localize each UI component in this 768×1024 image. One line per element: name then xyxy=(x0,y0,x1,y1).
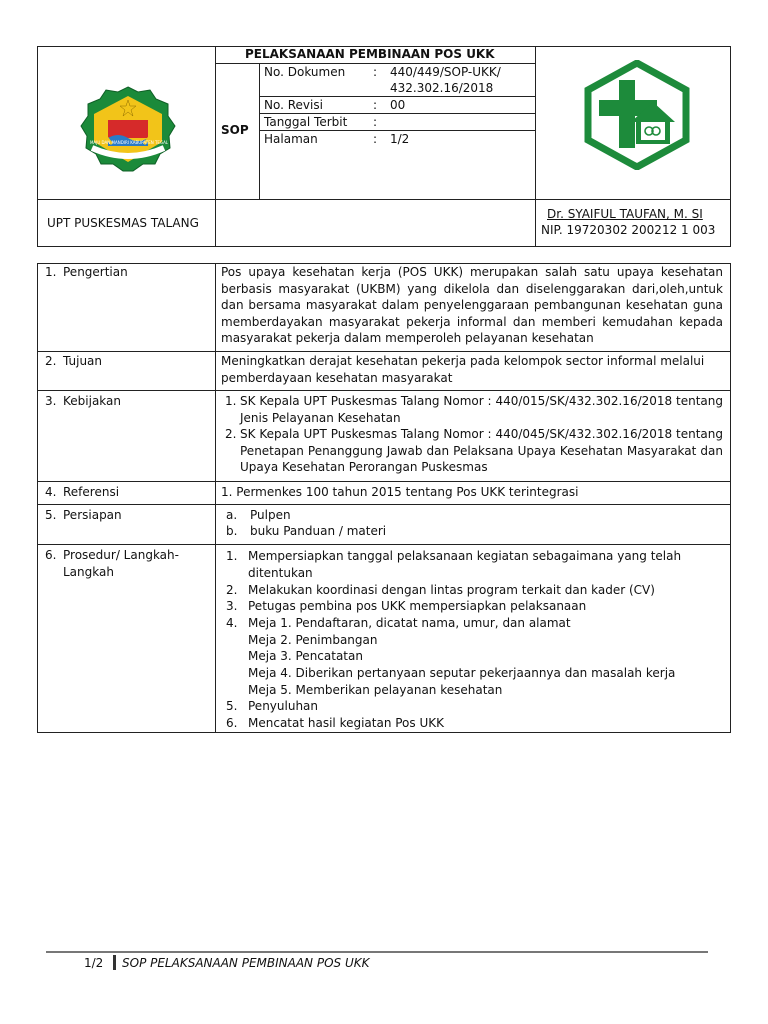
step-line: Petugas pembina pos UKK mempersiapkan pelaksanaan xyxy=(248,599,587,613)
step-line: Meja 4. Diberikan pertanyaan seputar pekerjaannya dan masalah kerja xyxy=(248,666,676,680)
unit-name: UPT PUSKESMAS TALANG xyxy=(47,216,199,230)
section-number: 4. xyxy=(45,485,57,499)
kabupaten-logo xyxy=(78,84,178,174)
signer-nip: NIP. 19720302 200212 1 003 xyxy=(541,223,716,237)
section-title-cont: Langkah xyxy=(63,565,114,579)
meta-value: 1/2 xyxy=(390,132,410,146)
meta-separator: : xyxy=(373,98,378,112)
step-line: Mencatat hasil kegiatan Pos UKK xyxy=(248,716,444,730)
policy-item: SK Kepala UPT Puskesmas Talang Nomor : 440/045/SK/432.302.16/2018 tentang Penetapan Penanggung Jawab dan Pelaksana Upaya Kesehatan Masyarakat dan Upaya Kesehatan Perorangan Puskesmas xyxy=(240,427,723,474)
section-number: 5. xyxy=(45,508,57,522)
section-number: 6. xyxy=(45,548,57,562)
section-title: Persiapan xyxy=(63,508,122,522)
section-title: Pengertian xyxy=(63,265,128,279)
document-title: PELAKSANAAN PEMBINAAN POS UKK xyxy=(245,47,495,61)
step-marker: 5. xyxy=(226,699,238,713)
list-marker: 1. xyxy=(225,394,237,408)
step-marker: 1. xyxy=(226,549,238,563)
meta-separator: : xyxy=(373,115,378,129)
meta-value: 440/449/SOP-UKK/ xyxy=(390,65,501,79)
section-number: 2. xyxy=(45,354,57,368)
kabupaten-logo-caption: MAJU DAN MANDIRI KABUPATEN TEGAL xyxy=(89,140,169,145)
step-line: Meja 1. Pendaftaran, dicatat nama, umur, dan alamat xyxy=(248,616,571,630)
step-line: Penyuluhan xyxy=(248,699,319,713)
step-line: Melakukan koordinasi dengan lintas program terkait dan kader (CV) xyxy=(248,583,655,597)
section-text: 1. Permenkes 100 tahun 2015 tentang Pos UKK terintegrasi xyxy=(221,485,579,499)
list-item: Pulpen xyxy=(250,508,291,522)
section-title: Prosedur/ Langkah- xyxy=(63,548,179,562)
step-line: ditentukan xyxy=(248,566,313,580)
meta-separator: : xyxy=(373,65,378,79)
section-number: 1. xyxy=(45,265,57,279)
step-marker: 3. xyxy=(226,599,238,613)
meta-separator: : xyxy=(373,132,378,146)
step-line: Meja 2. Penimbangan xyxy=(248,633,378,647)
step-line: Meja 3. Pencatatan xyxy=(248,649,363,663)
step-line: Mempersiapkan tanggal pelaksanaan kegiatan sebagaimana yang telah xyxy=(248,549,682,563)
section-text: Pos upaya kesehatan kerja (POS UKK) merupakan salah satu upaya kesehatan berbasis masyarakat (UKBM) yang dikelola dan diselenggarakan dari,oleh,untuk dan bersama masyarakat dalam penyelenggaraan pembangunan kesehatan guna memberdayakan masyarakat pekerja informal dan memberi kemudahan kepada masyarakat pekerja dalam memperoleh pelayanan kesehatan xyxy=(221,265,723,345)
section-text: Meningkatkan derajat kesehatan pekerja pada kelompok sector informal melalui pemberdayaan kesehatan masyarakat xyxy=(221,354,705,385)
meta-label: No. Dokumen xyxy=(264,65,346,79)
step-marker: 2. xyxy=(226,583,238,597)
list-marker: a. xyxy=(226,508,238,522)
meta-value: 432.302.16/2018 xyxy=(390,81,494,95)
list-item: buku Panduan / materi xyxy=(250,524,387,538)
step-marker: 6. xyxy=(226,716,238,730)
puskesmas-logo xyxy=(583,60,691,170)
meta-label: No. Revisi xyxy=(264,98,323,112)
section-title: Kebijakan xyxy=(63,394,121,408)
footer-title: SOP PELAKSANAAN PEMBINAAN POS UKK xyxy=(122,956,370,970)
footer-page: 1/2 xyxy=(84,956,104,970)
meta-value: 00 xyxy=(390,98,406,112)
sop-label: SOP xyxy=(221,123,249,137)
list-marker: 2. xyxy=(225,427,237,441)
section-title: Referensi xyxy=(63,485,120,499)
meta-label: Tanggal Terbit xyxy=(264,115,348,129)
section-number: 3. xyxy=(45,394,57,408)
list-marker: b. xyxy=(226,524,238,538)
step-marker: 4. xyxy=(226,616,238,630)
signer-name: Dr. SYAIFUL TAUFAN, M. SI xyxy=(547,207,703,221)
step-line: Meja 5. Memberikan pelayanan kesehatan xyxy=(248,683,503,697)
meta-label: Halaman xyxy=(264,132,318,146)
policy-item: SK Kepala UPT Puskesmas Talang Nomor : 440/015/SK/432.302.16/2018 tentang Jenis Pelayanan Kesehatan xyxy=(240,394,723,425)
section-title: Tujuan xyxy=(63,354,103,368)
